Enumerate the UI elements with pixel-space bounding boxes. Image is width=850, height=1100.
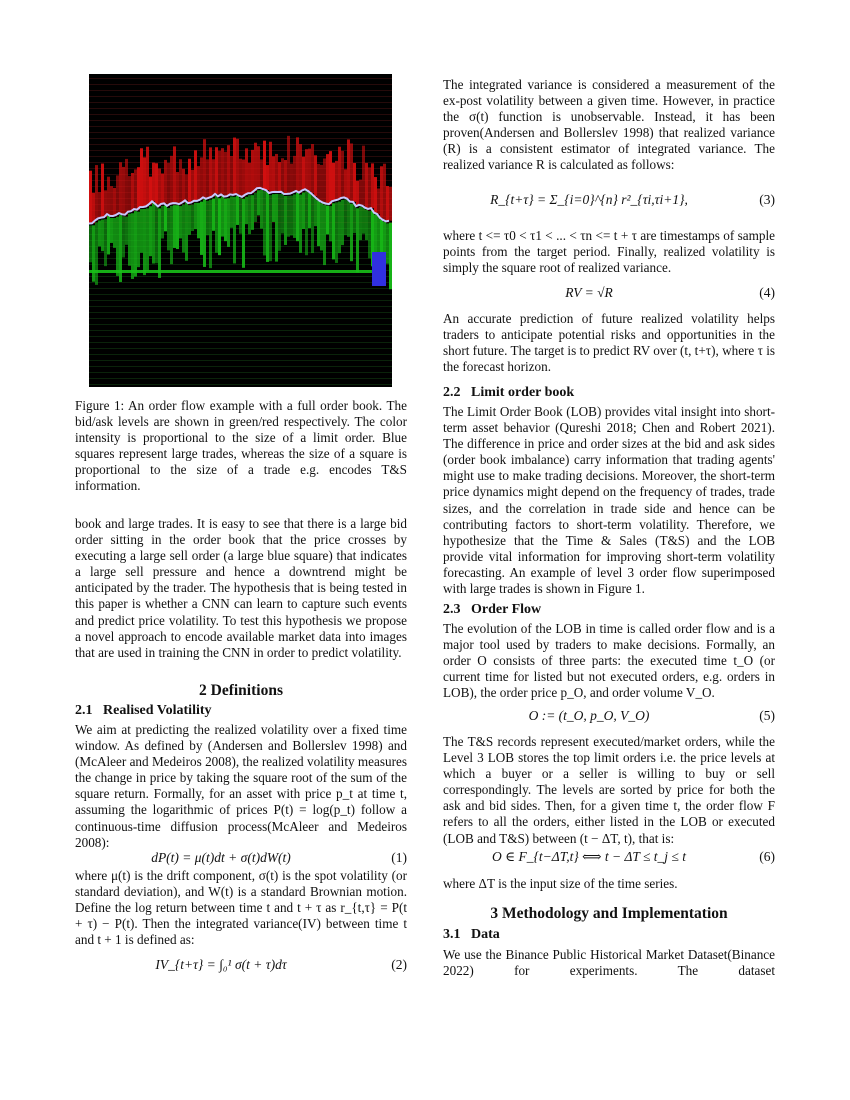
ask-level <box>158 168 161 206</box>
order-level-line <box>89 372 392 373</box>
ask-level <box>380 166 383 218</box>
bid-level <box>227 198 230 247</box>
left-paragraph-2: We aim at predicting the realized volatility over a fixed time window. As defined by (Andersen and Bollerslev 1998) and (McAleer and Medeiros 2008), the realized volatility measures the change in price by taking the square root of the sum of the square return. Formally, for an asset with price p_t at time t, assuming the logarithmic of prices P(t) = log(p_t) follow a continuous-time diffusion process(McAleer and Medeiros 2008): <box>75 722 407 850</box>
ask-level <box>389 187 392 221</box>
ask-level <box>305 149 308 189</box>
section-2-heading: 2 Definitions <box>199 682 283 699</box>
bid-level <box>125 217 128 245</box>
bid-level <box>323 205 326 265</box>
ask-level <box>128 176 131 212</box>
ask-level <box>296 137 299 191</box>
bid-level <box>254 193 257 222</box>
right-paragraph-3: An accurate prediction of future realized volatility helps traders to anticipate potential risks and opportunities in the short future. The target is to predict RV over (t, t+τ), where τ is the forecast horizon. <box>443 311 775 375</box>
ask-level <box>200 157 203 199</box>
ask-level <box>98 192 101 218</box>
ask-level <box>125 159 128 215</box>
order-level-line <box>89 288 392 289</box>
ask-level <box>119 162 122 213</box>
ask-level <box>230 156 233 194</box>
ask-level <box>233 138 236 195</box>
ask-level <box>374 177 377 213</box>
bid-level <box>359 207 362 240</box>
bid-level <box>131 213 134 279</box>
equation-3: R_{t+τ} = Σ_{i=0}^{n} r²_{τi,τi+1}, (3) <box>490 192 775 207</box>
ask-level <box>317 164 320 199</box>
ask-level <box>224 152 227 197</box>
bid-level <box>89 225 92 262</box>
equation-4: RV = √R (4) <box>565 285 775 300</box>
ask-level <box>254 143 257 191</box>
ask-level <box>137 167 140 209</box>
right-paragraph-7: where ΔT is the input size of the time series. <box>443 876 678 891</box>
equation-2: IV_{t+τ} = ∫₀¹ σ(t + τ)dτ (2) <box>155 957 407 972</box>
bid-level <box>320 203 323 250</box>
bid-level <box>101 220 104 252</box>
bid-level <box>242 199 245 268</box>
left-paragraph-1: book and large trades. It is easy to see that there is a large bid order sitting in the order book that the price crosses by executing a large sell order (a large blue square) that indicates a large sell pressure and hence a downtrend might be anticipated by the trader. The hypothesis that is being tested in this paper is whether a CNN can learn to capture such events and predict price volatility. To test this hypothesis we propose a novel approach to encode available market data into images that are used in training the CNN in order to predict volatility. <box>75 516 407 660</box>
order-level-line <box>89 138 392 139</box>
bid-level <box>290 196 293 236</box>
ask-level <box>149 177 152 205</box>
ask-level <box>350 143 353 201</box>
bid-level <box>146 208 149 270</box>
bid-level <box>263 191 266 255</box>
bid-level <box>191 205 194 231</box>
ask-level <box>227 145 230 196</box>
bid-level <box>128 214 131 266</box>
ask-level <box>275 154 278 192</box>
ask-level <box>320 165 323 201</box>
bid-level <box>218 198 221 255</box>
ask-level <box>101 164 104 218</box>
bid-level <box>188 205 191 235</box>
ask-level <box>104 190 107 217</box>
bid-level <box>362 208 365 234</box>
order-level-line <box>89 354 392 355</box>
ask-level <box>164 160 167 203</box>
bid-level <box>281 194 284 234</box>
ask-level <box>155 163 158 204</box>
ask-level <box>194 150 197 200</box>
bid-level <box>92 225 95 281</box>
ask-level <box>365 163 368 208</box>
bid-level <box>317 201 320 246</box>
ask-level <box>284 160 287 194</box>
bid-level <box>182 205 185 253</box>
ask-level <box>383 164 386 220</box>
ask-level <box>107 177 110 214</box>
order-level-line <box>89 150 392 151</box>
bid-level <box>224 199 227 242</box>
ask-level <box>215 147 218 194</box>
bid-level <box>245 197 248 224</box>
ask-level <box>260 159 263 187</box>
order-level-line <box>89 384 392 385</box>
ask-level <box>188 159 191 203</box>
ask-level <box>134 169 137 209</box>
bid-level <box>203 199 206 267</box>
bid-level <box>335 202 338 263</box>
bid-level <box>266 192 269 262</box>
bid-level <box>389 223 392 290</box>
bid-level <box>221 196 224 236</box>
bid-level <box>275 194 278 262</box>
bid-level <box>104 219 107 266</box>
ask-level <box>170 156 173 204</box>
bid-level <box>194 203 197 229</box>
ask-level <box>377 188 380 214</box>
ask-level <box>281 158 284 192</box>
order-level-line <box>89 96 392 97</box>
ask-level <box>203 139 206 197</box>
ask-level <box>272 156 275 192</box>
bid-level <box>383 222 386 255</box>
ask-level <box>92 193 95 223</box>
bid-level <box>341 200 344 245</box>
ask-level <box>371 163 374 208</box>
bid-level <box>116 217 119 276</box>
bid-level <box>185 202 188 260</box>
ask-level <box>386 186 389 221</box>
ask-level <box>353 163 356 202</box>
ask-level <box>299 144 302 193</box>
right-paragraph-1: The integrated variance is considered a measurement of the ex-post volatility between a given time. However, in practice the σ(t) function is unobservable. Instead, it has been proven(Andersen and Bollerslev 1998) that realized variance (R) is a consistent estimator of integrated variance. The realized variance R is calculated as follows: <box>443 77 775 173</box>
order-level-line <box>89 114 392 115</box>
bid-level <box>155 206 158 263</box>
equation-6: O ∈ F_{t−ΔT,t} ⟺ t − ΔT ≤ t_j ≤ t (6) <box>492 849 775 864</box>
bid-level <box>95 223 98 285</box>
bid-level <box>347 201 350 237</box>
order-level-line <box>89 102 392 103</box>
bid-level <box>239 198 242 234</box>
bid-level <box>167 208 170 251</box>
bid-level <box>152 203 155 263</box>
bid-level <box>149 206 152 256</box>
bid-level <box>269 195 272 261</box>
bid-level <box>248 195 251 234</box>
order-level-line <box>89 90 392 91</box>
bid-level <box>215 196 218 253</box>
bid-level <box>212 199 215 231</box>
ask-level <box>179 159 182 204</box>
ask-level <box>212 159 215 196</box>
ask-level <box>347 139 350 198</box>
bid-level <box>368 211 371 258</box>
ask-level <box>140 148 143 207</box>
ask-level <box>341 151 344 198</box>
bid-level <box>344 199 347 235</box>
large-bid-order <box>89 270 374 273</box>
ask-level <box>209 147 212 197</box>
bid-level <box>293 194 296 238</box>
bid-level <box>386 223 389 263</box>
ask-level <box>302 157 305 191</box>
left-paragraph-3: where μ(t) is the drift component, σ(t) is the spot volatility (or standard deviation), and W(t) is a standard Brownian motion. Define the log return between time t and t + τ as r_{t,τ} = P(t + τ) − P(t). Then the integrated variance(IV) between time t and t + 1 is defined as: <box>75 868 407 948</box>
ask-level <box>311 144 314 193</box>
ask-level <box>176 172 179 203</box>
ask-level <box>290 164 293 194</box>
bid-level <box>161 206 164 239</box>
section-3-heading: 3 Methodology and Implementation <box>490 905 728 922</box>
bid-level <box>314 198 317 226</box>
large-trade-square <box>372 252 386 286</box>
ask-level <box>167 163 170 206</box>
order-level-line <box>89 108 392 109</box>
ask-level <box>269 142 272 193</box>
ask-level <box>287 136 290 194</box>
order-level-line <box>89 120 392 121</box>
ask-level <box>293 156 296 192</box>
right-paragraph-8: We use the Binance Public Historical Market Dataset(Binance 2022) for experiments. The dataset <box>443 947 775 979</box>
bid-level <box>356 208 359 272</box>
ask-level <box>236 139 239 194</box>
ask-level <box>122 167 125 214</box>
ask-level <box>368 167 371 209</box>
bid-level <box>179 206 182 238</box>
right-paragraph-2: where t <= τ0 < τ1 < ... < τn <= t + τ are timestamps of sample points from the target period. Finally, realized volatility is simply the square root of realized variance. <box>443 228 775 276</box>
ask-level <box>182 169 185 203</box>
bid-level <box>284 196 287 245</box>
order-level-line <box>89 330 392 331</box>
bid-level <box>332 203 335 259</box>
bid-level <box>329 206 332 241</box>
bid-level <box>164 205 167 231</box>
bid-level <box>305 191 308 255</box>
bid-level <box>176 205 179 249</box>
order-level-line <box>89 324 392 325</box>
bid-level <box>206 201 209 235</box>
order-flow-figure <box>89 74 392 387</box>
ask-level <box>116 175 119 215</box>
bid-level <box>365 210 368 240</box>
ask-level <box>191 170 194 203</box>
bid-level <box>197 203 200 238</box>
order-level-line <box>89 132 392 133</box>
ask-level <box>314 155 317 196</box>
right-paragraph-6: The T&S records represent executed/market orders, while the Level 3 LOB stores the top limit orders i.e. the price levels at which a buyer or a seller is willing to buy or sell correspondingly. The levels are sorted by price for both the ask and bid sides. Then, for a given time t, the order flow F refers to all the orders, either listed in the LOB or executed (LOB and T&S) between (t − ΔT, t), that is: <box>443 734 775 846</box>
right-paragraph-5: The evolution of the LOB in time is called order flow and is a major tool used by traders to make decisions. Formally, an order O consists of three parts: the executed time t_O (or current time for listed but not executed orders, e.g. orders in LOB), the order price p_O, and order volume V_O. <box>443 621 775 701</box>
ask-level <box>89 171 92 224</box>
bid-level <box>260 190 263 229</box>
ask-level <box>248 163 251 193</box>
bid-level <box>209 200 212 268</box>
ask-level <box>308 149 311 191</box>
ask-level <box>143 157 146 207</box>
ask-level <box>146 147 149 207</box>
order-level-line <box>89 366 392 367</box>
ask-level <box>152 163 155 202</box>
order-level-line <box>89 318 392 319</box>
ask-level <box>359 180 362 205</box>
order-level-line <box>89 348 392 349</box>
ask-level <box>239 159 242 196</box>
ask-level <box>110 186 113 216</box>
order-level-line <box>89 342 392 343</box>
bid-level <box>122 216 125 257</box>
bid-level <box>113 218 116 248</box>
ask-level <box>218 151 221 196</box>
equation-5: O := (t_O, p_O, V_O) (5) <box>528 708 775 723</box>
order-level-line <box>89 378 392 379</box>
bid-level <box>272 194 275 222</box>
bid-level <box>308 193 311 228</box>
ask-level <box>323 158 326 202</box>
bid-level <box>134 211 137 276</box>
bid-level <box>251 195 254 230</box>
ask-level <box>251 150 254 193</box>
ask-level <box>185 174 188 200</box>
bid-level <box>158 208 161 278</box>
ask-level <box>173 146 176 203</box>
ask-level <box>113 188 116 216</box>
ask-level <box>344 169 347 197</box>
section-2-3-heading: 2.3 Order Flow <box>443 602 542 617</box>
section-3-1-heading: 3.1 Data <box>443 927 500 942</box>
bid-level <box>230 196 233 227</box>
ask-level <box>278 162 281 192</box>
bid-level <box>98 220 101 246</box>
ask-level <box>362 146 365 206</box>
ask-level <box>95 165 98 220</box>
bid-level <box>236 196 239 225</box>
ask-level <box>161 174 164 204</box>
figure-caption <box>75 398 407 495</box>
ask-level <box>332 163 335 202</box>
bid-level <box>170 206 173 264</box>
ask-level <box>245 148 248 194</box>
ask-level <box>221 148 224 194</box>
bid-level <box>200 202 203 255</box>
order-level-line <box>89 300 392 301</box>
order-level-line <box>89 336 392 337</box>
order-level-line <box>89 312 392 313</box>
bid-level <box>173 205 176 248</box>
ask-level <box>242 160 245 197</box>
order-level-line <box>89 294 392 295</box>
bid-level <box>350 204 353 262</box>
bid-level <box>299 195 302 253</box>
bid-level <box>377 216 380 256</box>
order-level-line <box>89 78 392 79</box>
right-paragraph-4: The Limit Order Book (LOB) provides vital insight into short-term asset behavior (Qureshi 2018; Chen and Robert 2021). The difference in price and order sizes at the bid and ask sides (order book imbalance) carry information that trading agents' might use to make trading decisions. Moreover, the short-term price dynamics might depend on the frequency of trades, trade sizes, and the correlation in trade side and hence can be contributing factors to short-term volatility. Therefore, we hypothesize that the Time & Sales (T&S) and the LOB provide vital information for improving short-term volatility forecasting. An example of level 3 order flow superimposed with large trades is shown in Figure 1. <box>443 404 775 597</box>
bid-level <box>278 194 281 251</box>
section-2-1-heading: 2.1 Realised Volatility <box>75 703 212 718</box>
bid-level <box>143 209 146 275</box>
bid-level <box>302 192 305 228</box>
order-level-line <box>89 282 392 283</box>
ask-level <box>257 146 260 188</box>
bid-level <box>326 206 329 235</box>
ask-level <box>131 173 134 211</box>
bid-level <box>140 209 143 253</box>
ask-level <box>206 159 209 198</box>
bid-level <box>296 193 299 241</box>
bid-level <box>311 195 314 253</box>
order-flow-heatmap <box>89 74 392 387</box>
ask-level <box>338 147 341 200</box>
ask-level <box>197 166 200 201</box>
ask-level <box>266 165 269 190</box>
bid-level <box>353 204 356 233</box>
bid-level <box>110 218 113 243</box>
ask-level <box>329 151 332 204</box>
order-level-line <box>89 84 392 85</box>
bid-level <box>233 197 236 264</box>
bid-level <box>287 196 290 237</box>
caption-text: Figure 1: An order flow example with a full order book. The bid/ask levels are shown in green/red respectively. The color intensity is proportional to the size of a limit order. Blue squares represent large trades, whereas the size of a square is proportional to the size of a trade e.g. encodes T&S information. <box>75 398 407 494</box>
order-level-line <box>89 156 392 157</box>
bid-level <box>107 216 110 254</box>
order-level-line <box>89 306 392 307</box>
bid-level <box>137 212 140 268</box>
ask-level <box>356 181 359 206</box>
order-level-line <box>89 144 392 145</box>
order-level-line <box>89 360 392 361</box>
bid-level <box>338 202 341 254</box>
ask-level <box>326 154 329 204</box>
bid-level <box>257 190 260 215</box>
order-level-line <box>89 126 392 127</box>
equation-1: dP(t) = μ(t)dt + σ(t)dW(t) (1) <box>151 850 407 865</box>
ask-level <box>263 141 266 189</box>
section-2-2-heading: 2.2 Limit order book <box>443 385 575 400</box>
ask-level <box>335 161 338 200</box>
